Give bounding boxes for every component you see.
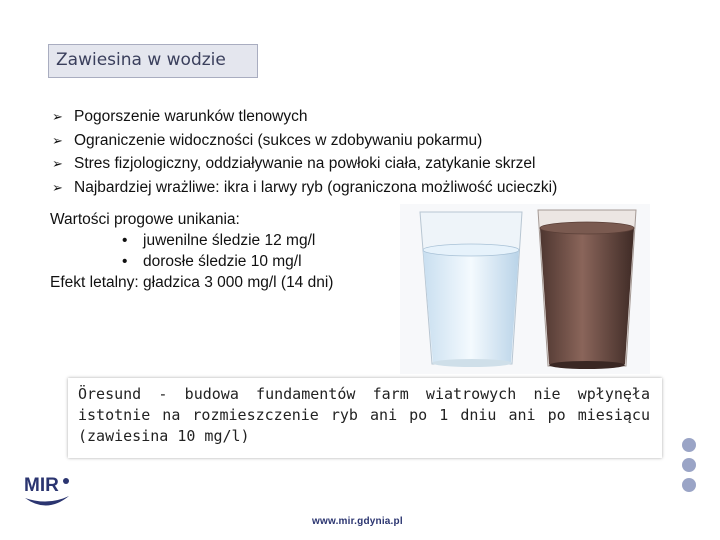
svg-text:MIR: MIR [24,475,59,496]
threshold-item-text: juwenilne śledzie 12 mg/l [143,232,316,249]
dot-bullet-icon: • [122,232,128,249]
slide-title: Zawiesina w wodzie [48,44,258,78]
lethal-effect: Efekt letalny: gładzica 3 000 mg/l (14 dni) [50,274,334,291]
study-note-text: Öresund - budowa fundamentów farm wiatrowych nie wpłynęła istotnie na rozmieszczenie ryb ani po 1 dniu ani po miesiącu (zawiesina 10 mg/l) [78,385,650,445]
dot-icon [682,438,696,452]
dot-icon [682,458,696,472]
threshold-item [50,251,333,272]
clear-water-glass [420,212,522,367]
bullet-text: Najbardziej wrażliwe: ikra i larwy ryb (ograniczona możliwość ucieczki) [74,178,558,196]
threshold-heading: Wartości progowe unikania: [50,211,240,228]
turbid-water-glass [538,210,636,369]
bullet-text: Pogorszenie warunków tlenowych [74,108,308,125]
dot-bullet-icon: • [122,253,128,270]
bullet-text: Ograniczenie widoczności (sukces w zdobywaniu pokarmu) [74,131,483,149]
decorative-dots [678,438,700,498]
arrowhead-bullet-icon: ➢ [52,156,63,171]
arrowhead-bullet-icon: ➢ [52,109,63,124]
threshold-item-text: dorosłe śledzie 10 mg/l [143,253,302,270]
dot-icon [682,478,696,492]
mir-logo [22,472,72,516]
arrowhead-bullet-icon: ➢ [52,179,63,195]
threshold-block [50,209,333,293]
threshold-item [50,230,333,251]
arrowhead-bullet-icon: ➢ [52,132,63,148]
water-glasses-image [400,204,650,374]
footer-url: www.mir.gdynia.pl [312,516,403,527]
list-item [52,130,557,154]
bullet-text: Stres fizjologiczny, oddziaływanie na powłoki ciała, zatykanie skrzel [74,155,536,172]
list-item [52,106,557,130]
list-item [52,177,557,201]
study-note-box [68,378,662,458]
bullet-list [52,106,557,200]
list-item [52,153,557,177]
